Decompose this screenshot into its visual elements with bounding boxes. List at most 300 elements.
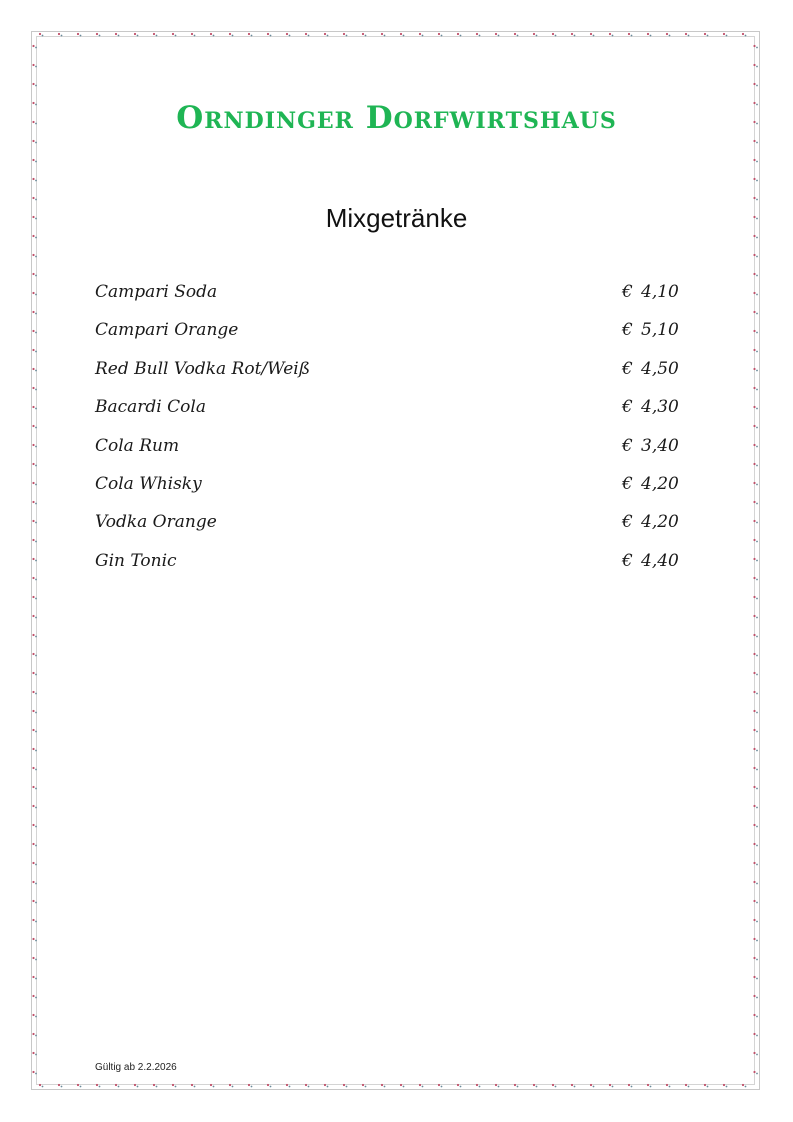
item-name: Campari Orange [95,320,239,341]
border-ornament-dot [99,1086,101,1088]
border-ornament-dot [756,161,758,163]
border-ornament-dot [267,1084,269,1086]
border-ornament-dot [460,1086,462,1088]
border-ornament-dot [210,33,212,35]
border-ornament-dot [460,35,462,37]
border-ornament-dot [77,1084,79,1086]
border-ornament-dot [574,35,576,37]
border-ornament-dot [308,35,310,37]
border-ornament-dot [229,1084,231,1086]
border-ornament-dot [753,957,755,959]
border-ornament-dot [756,978,758,980]
border-ornament-dot [35,674,37,676]
border-ornament-dot [32,83,34,85]
border-ornament-dot [753,558,755,560]
border-ornament-dot [35,655,37,657]
border-ornament-dot [574,1086,576,1088]
border-ornament-dot [35,712,37,714]
border-ornament-dot [756,807,758,809]
border-ornament-dot [571,1084,573,1086]
border-ornament-dot [647,1084,649,1086]
border-ornament-dot [32,1052,34,1054]
border-ornament-dot [536,35,538,37]
border-ornament-dot [726,35,728,37]
border-ornament-dot [403,35,405,37]
border-ornament-dot [32,45,34,47]
border-ornament-dot [32,634,34,636]
border-ornament-dot [191,1084,193,1086]
border-ornament-dot [35,598,37,600]
border-ornament-dot [753,634,755,636]
border-ornament-dot [753,596,755,598]
border-ornament-dot [32,425,34,427]
border-ornament-dot [35,541,37,543]
currency-symbol: € [622,512,633,533]
border-ornament-dot [753,520,755,522]
border-ornament-dot [32,786,34,788]
border-ornament-dot [498,35,500,37]
border-ornament-dot [753,254,755,256]
border-ornament-dot [756,750,758,752]
border-ornament-dot [479,1086,481,1088]
border-ornament-dot [35,294,37,296]
border-ornament-dot [35,180,37,182]
border-ornament-dot [32,292,34,294]
item-price: 4,40 [641,550,679,571]
border-ornament-dot [753,235,755,237]
border-ornament-dot [756,142,758,144]
border-ornament-dot [753,387,755,389]
border-ornament-dot [756,674,758,676]
item-price: 4,20 [641,512,679,533]
border-ornament-dot [35,465,37,467]
border-ornament-dot [32,767,34,769]
border-ornament-dot [745,35,747,37]
border-ornament-dot [35,731,37,733]
border-ornament-dot [756,465,758,467]
border-ornament-dot [631,35,633,37]
currency-symbol: € [622,435,633,456]
border-ornament-dot [753,444,755,446]
border-ornament-dot [753,938,755,940]
border-ornament-dot [35,864,37,866]
border-ornament-dot [479,35,481,37]
border-ornament-dot [32,349,34,351]
item-price: 4,50 [641,358,679,379]
validity-note: Gültig ab 2.2.2026 [95,1062,177,1073]
border-ornament-dot [35,845,37,847]
border-ornament-dot [32,900,34,902]
border-ornament-dot [35,921,37,923]
border-ornament-dot [35,902,37,904]
border-ornament-dot [756,598,758,600]
border-ornament-dot [32,729,34,731]
border-ornament-dot [400,1084,402,1086]
border-ornament-dot [495,33,497,35]
border-ornament-dot [514,33,516,35]
border-ornament-dot [191,33,193,35]
border-ornament-dot [35,47,37,49]
border-ornament-dot [422,35,424,37]
border-ornament-dot [251,1086,253,1088]
border-ornament-dot [194,1086,196,1088]
border-ornament-dot [756,237,758,239]
border-ornament-dot [753,900,755,902]
border-ornament-dot [756,522,758,524]
border-ornament-dot [35,427,37,429]
border-ornament-dot [32,558,34,560]
border-ornament-dot [32,824,34,826]
border-ornament-dot [172,1084,174,1086]
border-ornament-dot [381,33,383,35]
border-ornament-dot [666,1084,668,1086]
border-ornament-dot [32,596,34,598]
currency-symbol: € [622,358,633,379]
border-ornament-dot [756,655,758,657]
border-ornament-dot [32,862,34,864]
border-ornament-dot [756,389,758,391]
border-ornament-dot [753,767,755,769]
border-ornament-dot [35,446,37,448]
border-ornament-dot [756,883,758,885]
border-ornament-dot [270,35,272,37]
border-ornament-dot [362,33,364,35]
item-name: Red Bull Vodka Rot/Weiß [95,358,311,379]
border-ornament-dot [753,273,755,275]
border-ornament-dot [305,33,307,35]
border-ornament-dot [756,579,758,581]
border-ornament-dot [251,35,253,37]
border-ornament-dot [289,1086,291,1088]
border-ornament-dot [32,406,34,408]
border-ornament-dot [232,35,234,37]
border-ornament-dot [756,85,758,87]
border-ornament-dot [552,33,554,35]
border-ornament-dot [267,33,269,35]
border-ornament-dot [32,1071,34,1073]
border-ornament-dot [753,843,755,845]
border-ornament-dot [756,427,758,429]
border-ornament-dot [32,178,34,180]
border-ornament-dot [58,1084,60,1086]
border-ornament-dot [756,731,758,733]
border-ornament-dot [498,1086,500,1088]
border-ornament-dot [213,35,215,37]
border-ornament-dot [286,33,288,35]
border-ornament-dot [753,406,755,408]
border-ornament-dot [248,1084,250,1086]
border-ornament-dot [248,33,250,35]
border-ornament-dot [346,35,348,37]
border-ornament-dot [35,142,37,144]
border-ornament-dot [35,560,37,562]
border-ornament-dot [35,237,37,239]
border-ornament-dot [756,294,758,296]
border-ornament-dot [35,978,37,980]
border-ornament-dot [514,1084,516,1086]
border-ornament-dot [441,1086,443,1088]
border-ornament-dot [35,788,37,790]
border-ornament-dot [32,254,34,256]
border-ornament-dot [476,33,478,35]
border-ornament-dot [707,1086,709,1088]
border-ornament-dot [753,539,755,541]
border-ornament-dot [669,1086,671,1088]
border-ornament-dot [35,408,37,410]
border-ornament-dot [32,140,34,142]
border-ornament-dot [753,159,755,161]
border-ornament-dot [631,1086,633,1088]
border-ornament-dot [533,33,535,35]
border-ornament-dot [35,769,37,771]
border-ornament-dot [96,33,98,35]
border-ornament-dot [756,1035,758,1037]
border-ornament-dot [35,484,37,486]
border-ornament-dot [210,1084,212,1086]
border-ornament-dot [704,1084,706,1086]
border-ornament-dot [756,332,758,334]
border-ornament-dot [476,1084,478,1086]
border-ornament-dot [346,1086,348,1088]
border-ornament-dot [593,35,595,37]
border-ornament-dot [35,275,37,277]
border-ornament-dot [669,35,671,37]
border-ornament-dot [457,33,459,35]
border-ornament-dot [723,1084,725,1086]
border-ornament-dot [517,1086,519,1088]
border-ornament-dot [753,292,755,294]
border-ornament-dot [35,313,37,315]
border-ornament-dot [756,256,758,258]
border-ornament-dot [61,1086,63,1088]
border-ornament-dot [685,1084,687,1086]
border-ornament-dot [32,919,34,921]
border-ornament-dot [756,560,758,562]
border-ornament-dot [324,1084,326,1086]
border-ornament-dot [753,482,755,484]
border-ornament-dot [35,997,37,999]
border-ornament-dot [35,1035,37,1037]
border-ornament-dot [756,617,758,619]
border-ornament-dot [753,330,755,332]
currency-symbol: € [622,550,633,571]
border-ornament-dot [753,672,755,674]
border-ornament-dot [42,1086,44,1088]
border-ornament-dot [32,577,34,579]
border-ornament-dot [35,940,37,942]
border-ornament-dot [756,636,758,638]
border-ornament-dot [286,1084,288,1086]
border-ornament-dot [753,805,755,807]
border-ornament-dot [32,938,34,940]
border-ornament-dot [756,693,758,695]
border-ornament-dot [99,35,101,37]
border-ornament-dot [685,33,687,35]
border-ornament-dot [590,33,592,35]
border-ornament-dot [756,826,758,828]
border-ornament-dot [32,368,34,370]
border-ornament-dot [753,881,755,883]
border-ornament-dot [457,1084,459,1086]
border-ornament-dot [753,615,755,617]
border-ornament-dot [742,33,744,35]
menu-item [95,359,695,397]
border-ornament-dot [35,161,37,163]
border-ornament-dot [32,501,34,503]
border-ornament-dot [753,862,755,864]
border-ornament-dot [609,1084,611,1086]
border-ornament-dot [35,807,37,809]
border-ornament-dot [35,1054,37,1056]
border-ornament-dot [753,425,755,427]
border-ornament-dot [343,1084,345,1086]
border-ornament-dot [35,85,37,87]
border-ornament-dot [756,180,758,182]
border-ornament-dot [628,33,630,35]
item-price: 5,10 [641,320,679,341]
border-ornament-dot [756,313,758,315]
border-ornament-dot [134,1084,136,1086]
border-ornament-dot [32,615,34,617]
border-ornament-dot [753,83,755,85]
border-ornament-dot [723,33,725,35]
border-ornament-dot [118,1086,120,1088]
item-name: Campari Soda [95,282,218,302]
item-price: 4,20 [641,473,679,494]
border-ornament-dot [756,275,758,277]
border-ornament-dot [571,33,573,35]
border-ornament-dot [756,484,758,486]
border-ornament-dot [756,503,758,505]
border-ornament-dot [756,788,758,790]
border-ornament-dot [172,33,174,35]
border-ornament-dot [609,33,611,35]
border-ornament-dot [756,902,758,904]
border-ornament-dot [32,482,34,484]
border-ornament-dot [753,368,755,370]
border-ornament-dot [115,1084,117,1086]
border-ornament-dot [438,33,440,35]
border-ornament-dot [688,1086,690,1088]
border-ornament-dot [77,33,79,35]
border-ornament-dot [400,33,402,35]
border-ornament-dot [628,1084,630,1086]
border-ornament-dot [753,1014,755,1016]
border-ornament-dot [35,256,37,258]
border-ornament-dot [32,957,34,959]
border-ornament-dot [753,824,755,826]
border-ornament-dot [422,1086,424,1088]
border-ornament-dot [756,446,758,448]
restaurant-name-title: Orndinger Dorfwirtshaus [176,100,617,136]
border-ornament-dot [403,1086,405,1088]
currency-symbol: € [622,282,633,302]
item-price: 4,10 [641,282,679,302]
border-ornament-dot [704,33,706,35]
border-ornament-dot [35,750,37,752]
border-ornament-dot [555,1086,557,1088]
border-ornament-dot [137,35,139,37]
border-ornament-dot [666,33,668,35]
border-ornament-dot [327,1086,329,1088]
border-ornament-dot [419,33,421,35]
border-ornament-dot [137,1086,139,1088]
border-ornament-dot [756,541,758,543]
border-ornament-dot [753,349,755,351]
border-ornament-dot [756,712,758,714]
border-ornament-dot [118,35,120,37]
border-ornament-dot [42,35,44,37]
border-ornament-dot [32,710,34,712]
border-ornament-dot [232,1086,234,1088]
currency-symbol: € [622,397,633,418]
menu-item [95,282,695,320]
border-ornament-dot [32,330,34,332]
border-ornament-dot [362,1084,364,1086]
border-ornament-dot [365,35,367,37]
border-ornament-dot [756,1016,758,1018]
item-price: 4,30 [641,397,679,418]
border-ornament-dot [688,35,690,37]
border-ornament-dot [96,1084,98,1086]
border-ornament-dot [742,1084,744,1086]
border-ornament-dot [175,35,177,37]
border-ornament-dot [726,1086,728,1088]
border-ornament-dot [384,35,386,37]
border-ornament-dot [32,159,34,161]
border-ornament-dot [590,1084,592,1086]
border-ornament-dot [32,520,34,522]
border-ornament-dot [753,653,755,655]
border-ornament-dot [32,691,34,693]
border-ornament-dot [593,1086,595,1088]
border-ornament-dot [175,1086,177,1088]
border-ornament-dot [61,35,63,37]
border-ornament-dot [753,691,755,693]
border-ornament-dot [753,64,755,66]
border-ornament-dot [745,1086,747,1088]
border-ornament-dot [35,883,37,885]
border-ornament-dot [115,33,117,35]
border-ornament-dot [650,1086,652,1088]
drinks-menu-list [95,282,695,589]
border-ornament-dot [753,577,755,579]
border-ornament-dot [32,463,34,465]
border-ornament-dot [156,1086,158,1088]
border-ornament-dot [134,33,136,35]
border-ornament-dot [552,1084,554,1086]
item-price: 3,40 [641,435,679,456]
border-ornament-dot [35,370,37,372]
border-ornament-dot [32,539,34,541]
border-ornament-dot [419,1084,421,1086]
border-ornament-dot [35,959,37,961]
currency-symbol: € [622,473,633,494]
border-ornament-dot [753,501,755,503]
border-ornament-dot [305,1084,307,1086]
border-ornament-dot [756,959,758,961]
border-ornament-dot [756,199,758,201]
border-ornament-dot [324,33,326,35]
border-ornament-dot [753,463,755,465]
border-ornament-dot [35,199,37,201]
border-ornament-dot [32,197,34,199]
border-ornament-dot [438,1084,440,1086]
border-ornament-dot [80,1086,82,1088]
border-ornament-dot [156,35,158,37]
border-ornament-dot [32,311,34,313]
border-ornament-dot [32,273,34,275]
